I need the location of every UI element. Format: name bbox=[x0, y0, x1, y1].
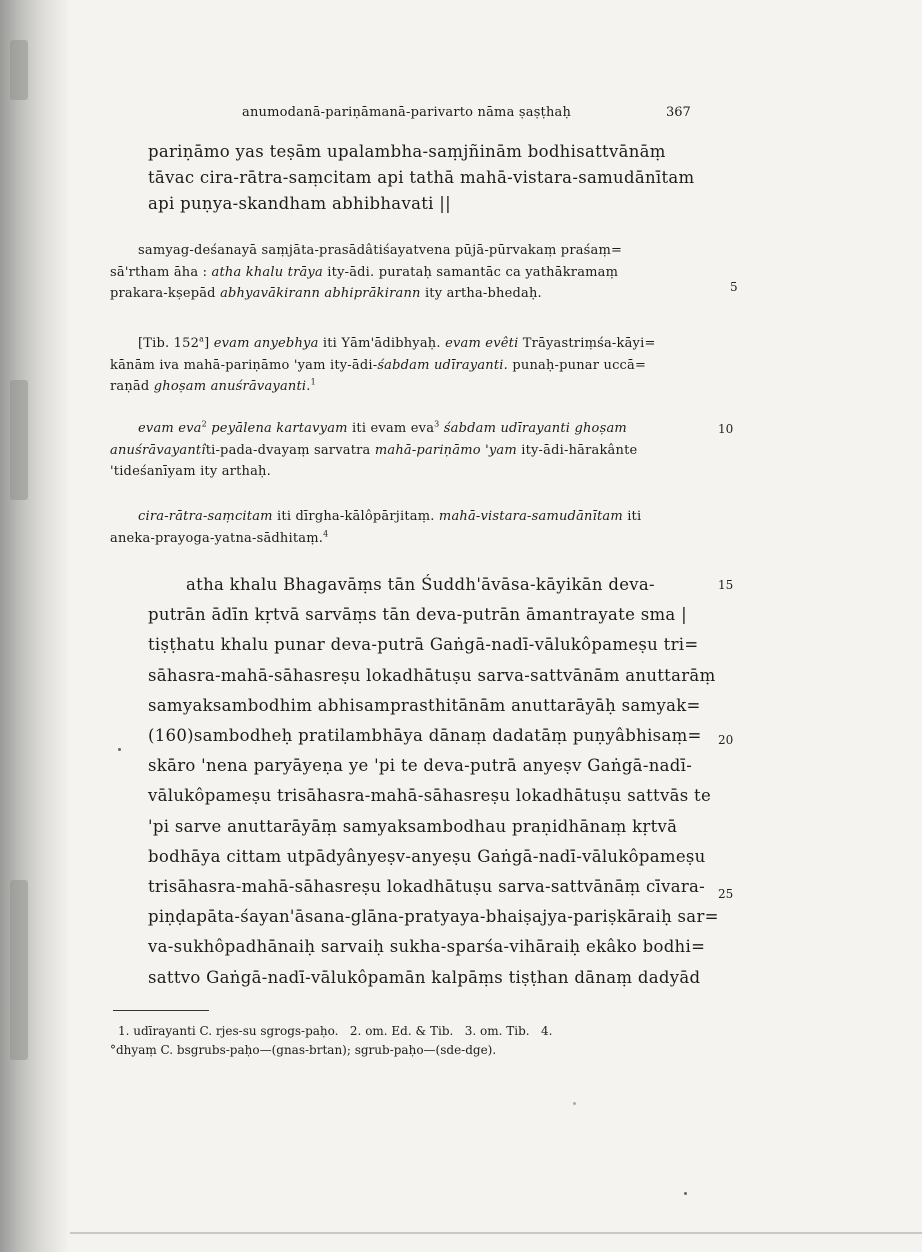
text-run-italic: atha khalu trāya bbox=[211, 264, 323, 280]
text-line: sattvo Gaṅgā-nadī-vālukôpamān kalpāṃs tiṣṭhan dānaṃ dadyād bbox=[148, 967, 701, 987]
commentary-block-1 bbox=[110, 240, 622, 305]
footnote-ref: 4 bbox=[323, 529, 329, 539]
text-run-italic: anuśrāvayantî bbox=[110, 442, 206, 458]
page-edge bbox=[70, 1232, 922, 1234]
main-text-block-1 bbox=[148, 139, 695, 217]
text-line: va-sukhôpadhānaiḥ sarvaiḥ sukha-sparśa-vihāraiḥ ekâko bodhi= bbox=[148, 937, 706, 957]
text-run: ti-pada-dvayaṃ sarvatra bbox=[205, 442, 371, 458]
text-line: bodhāya cittam utpādyânyeṣv-anyeṣu Gaṅgā-nadī-vālukôpameṣu bbox=[148, 846, 706, 866]
main-text-block-2 bbox=[148, 570, 719, 993]
running-header: anumodanā-pariṇāmanā-parivarto nāma ṣaṣṭhaḥ bbox=[242, 105, 572, 120]
text-line: tiṣṭhatu khalu punar deva-putrā Gaṅgā-nadī-vālukôpameṣu tri= bbox=[148, 635, 699, 655]
page-number: 367 bbox=[666, 105, 691, 120]
superscript: a bbox=[199, 334, 205, 344]
text-run-italic: śabdam udīrayanti ghoṣam bbox=[443, 421, 627, 436]
text-line bbox=[110, 283, 622, 305]
text-line: 'pi sarve anuttarāyāṃ samyaksambodhau praṇidhānaṃ kṛtvā bbox=[148, 816, 678, 836]
text-line bbox=[110, 262, 622, 284]
text-line: (160)sambodheḥ pratilambhāya dānaṃ dadatāṃ puṇyâbhisaṃ= bbox=[148, 726, 702, 746]
text-run-italic: evam evêti bbox=[445, 336, 519, 351]
line-number-10: 10 bbox=[718, 422, 734, 436]
text-run: punaḥ-punar uccā= bbox=[512, 357, 647, 373]
text-run: ity artha-bhedaḥ. bbox=[424, 286, 542, 301]
line-number-20: 20 bbox=[718, 733, 734, 747]
commentary-block-3 bbox=[110, 418, 637, 483]
text-run-italic: ghoṣam anuśrāvayanti. bbox=[153, 379, 311, 394]
text-run: prakara-kṣepād bbox=[110, 286, 216, 301]
text-run: [Tib. 152 bbox=[138, 336, 200, 351]
text-run: iti evam eva bbox=[352, 421, 435, 436]
text-run: iti dīrgha-kālôpārjitaṃ. bbox=[277, 509, 435, 524]
text-line: putrān ādīn kṛtvā sarvāṃs tān deva-putrān āmantrayate sma | bbox=[148, 605, 687, 625]
footnote-line: 1. udīrayanti C. rjes-su sgrogs-paḥo. 2. om. Ed. & Tib. 3. om. Tib. 4. bbox=[118, 1024, 553, 1038]
text-line bbox=[110, 376, 656, 398]
text-line: samyag-deśanayā saṃjāta-prasādâtiśayatvena pūjā-pūrvakaṃ praśaṃ= bbox=[138, 243, 623, 258]
line-number-15: 15 bbox=[718, 578, 734, 592]
text-run-italic: peyālena kartavyam bbox=[211, 421, 348, 436]
text-line: vālukôpameṣu trisāhasra-mahā-sāhasreṣu lokadhātuṣu sattvās te bbox=[148, 786, 712, 806]
text-run: iti bbox=[627, 509, 642, 524]
text-run-italic: śabdam udīrayanti. bbox=[377, 357, 508, 373]
text-line bbox=[110, 528, 641, 550]
text-run: Trāyastriṃśa-kāyi= bbox=[522, 336, 656, 351]
text-run: kānām iva mahā-pariṇāmo 'yam ity-ādi- bbox=[110, 357, 378, 373]
text-run: ity-ādi-hārakânte bbox=[521, 442, 638, 458]
text-run-italic: evam eva bbox=[138, 421, 202, 436]
text-line bbox=[110, 333, 656, 355]
text-run-italic: evam anyebhya bbox=[213, 336, 319, 351]
footnote-ref: 3 bbox=[434, 419, 440, 429]
footnote-ref: 2 bbox=[201, 419, 207, 429]
text-line: sāhasra-mahā-sāhasreṣu lokadhātuṣu sarva-sattvānām anuttarāṃ bbox=[148, 665, 716, 685]
text-run-italic: cira-rātra-saṃcitam bbox=[138, 509, 273, 524]
commentary-block-4 bbox=[110, 506, 641, 549]
text-line: piṇḍapāta-śayan'āsana-glāna-pratyaya-bhaiṣajya-pariṣkāraiḥ sar= bbox=[148, 907, 719, 927]
print-speck bbox=[684, 1192, 687, 1195]
text-run: raṇād bbox=[110, 379, 150, 394]
text-line bbox=[110, 355, 656, 377]
text-line: atha khalu Bhagavāṃs tān Śuddh'āvāsa-kāyikān deva- bbox=[186, 575, 655, 594]
footnote-rule bbox=[113, 1010, 209, 1011]
text-run: iti Yām'ādibhyaḥ. bbox=[322, 336, 441, 351]
line-number-25: 25 bbox=[718, 887, 734, 901]
text-run-italic: abhyavākirann abhiprākirann bbox=[220, 286, 421, 301]
text-run: aneka-prayoga-yatna-sādhitaṃ. bbox=[110, 530, 324, 546]
print-speck bbox=[573, 1102, 576, 1105]
text-line bbox=[110, 440, 637, 462]
line-number-5: 5 bbox=[730, 280, 738, 294]
text-run-italic: mahā-pariṇāmo 'yam bbox=[374, 442, 517, 458]
text-line: tāvac cira-rātra-saṃcitam api tathā mahā-vistara-samudānītam bbox=[148, 168, 695, 187]
print-speck bbox=[118, 748, 121, 751]
text-line: pariṇāmo yas teṣām upalambha-saṃjñinām bodhisattvānāṃ bbox=[148, 142, 666, 161]
text-line: trisāhasra-mahā-sāhasreṣu lokadhātuṣu sarva-sattvānāṃ cīvara- bbox=[148, 877, 706, 897]
text-line bbox=[110, 418, 637, 440]
text-run: ] bbox=[204, 336, 210, 351]
text-line: 'tideśanīyam ity arthaḥ. bbox=[110, 464, 271, 479]
text-line: api puṇya-skandham abhibhavati || bbox=[148, 194, 451, 213]
text-line: skāro 'nena paryāyeṇa ye 'pi te deva-putrā anyeṣv Gaṅgā-nadī- bbox=[148, 756, 693, 776]
text-line: samyaksambodhim abhisamprasthitānām anuttarāyāḥ samyak= bbox=[148, 695, 701, 715]
footnote-ref: 1 bbox=[310, 377, 316, 387]
text-run: sā'rtham āha : bbox=[110, 264, 208, 280]
text-run: ity-ādi. purataḥ samantāc ca yathākramaṃ bbox=[327, 264, 619, 280]
footnote-line: °dhyaṃ C. bsgrubs-paḥo—(gnas-brtan); sgrub-paḥo—(sde-dge). bbox=[110, 1043, 497, 1057]
text-line bbox=[110, 506, 641, 528]
text-run-italic: mahā-vistara-samudānītam bbox=[438, 509, 623, 524]
commentary-block-2 bbox=[110, 333, 656, 398]
